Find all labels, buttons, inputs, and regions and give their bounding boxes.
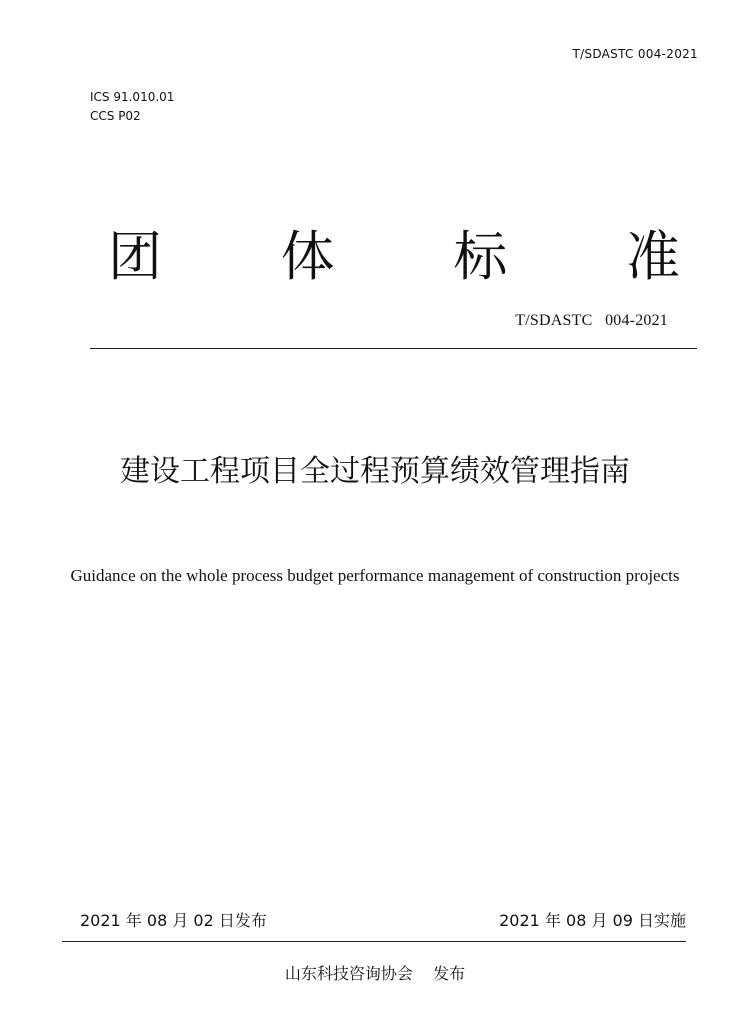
publisher-line: 山东科技咨询协会 发布 (284, 964, 466, 983)
standard-type-char-4: 准 (625, 225, 680, 288)
classification-block (90, 88, 174, 126)
standard-type-char-1: 团 (108, 225, 162, 288)
standard-type-char-2: 体 (280, 225, 335, 288)
ccs-code: CCS P02 (90, 109, 141, 123)
english-title: Guidance on the whole process budget performance management of construction projects (70, 566, 680, 585)
chinese-title: 建设工程项目全过程预算绩效管理指南 (120, 454, 630, 489)
publication-date: 2021 年 08 月 02 日发布 (80, 911, 267, 930)
header-standard-code: T/SDASTC 004-2021 (572, 47, 698, 61)
implementation-date: 2021 年 08 月 09 日实施 (499, 911, 686, 930)
standard-number: T/SDASTC 004-2021 (515, 312, 668, 329)
bottom-divider (62, 941, 686, 942)
top-divider (90, 348, 697, 349)
standard-type-title (100, 222, 688, 292)
ics-code: ICS 91.010.01 (90, 90, 175, 104)
standard-type-char-3: 标 (453, 225, 508, 288)
